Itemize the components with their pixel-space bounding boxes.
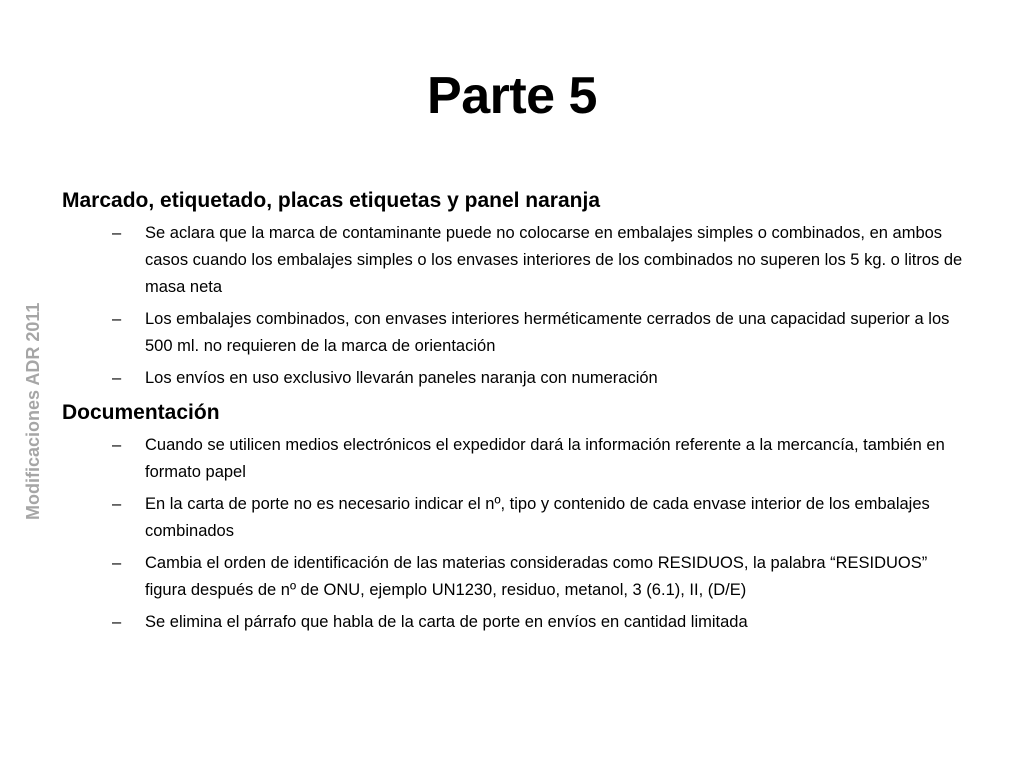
- bullet-dash: –: [112, 554, 122, 572]
- bullet-text: Cuando se utilicen medios electrónicos el expedidor dará la información referente a la mercancía, también en formato papel: [145, 436, 945, 481]
- side-label: Modificaciones ADR 2011: [23, 302, 43, 520]
- bullet-list-documentacion: [62, 432, 967, 636]
- bullet-item: [62, 432, 967, 486]
- bullet-text: Cambia el orden de identificación de las materias consideradas como RESIDUOS, la palabra “RESIDUOS” figura después de nº de ONU, ejemplo UN1230, residuo, metanol, 3 (6.1), II, (D/E): [145, 554, 928, 599]
- bullet-dash: –: [112, 436, 122, 454]
- bullet-item: [62, 609, 967, 636]
- bullet-text: Se elimina el párrafo que habla de la carta de porte en envíos en cantidad limitada: [145, 613, 748, 631]
- slide-content: [62, 186, 967, 641]
- bullet-list-marcado: [62, 220, 967, 392]
- bullet-item: [62, 220, 967, 301]
- bullet-item: [62, 306, 967, 360]
- bullet-dash: –: [112, 369, 122, 387]
- bullet-text: Los embalajes combinados, con envases interiores herméticamente cerrados de una capacidad superior a los 500 ml. no requieren de la marca de orientación: [145, 310, 950, 355]
- bullet-item: [62, 491, 967, 545]
- section-heading-marcado: Marcado, etiquetado, placas etiquetas y panel naranja: [62, 189, 601, 212]
- bullet-item: [62, 550, 967, 604]
- bullet-text: Los envíos en uso exclusivo llevarán paneles naranja con numeración: [145, 369, 658, 387]
- bullet-text: En la carta de porte no es necesario indicar el nº, tipo y contenido de cada envase interior de los embalajes combinados: [145, 495, 930, 540]
- section-heading-documentacion: Documentación: [62, 401, 220, 424]
- slide-title: Parte 5: [427, 67, 597, 125]
- bullet-dash: –: [112, 224, 122, 242]
- bullet-dash: –: [112, 613, 122, 631]
- bullet-item: [62, 365, 967, 392]
- bullet-text: Se aclara que la marca de contaminante puede no colocarse en embalajes simples o combinados, en ambos casos cuando los embalajes simples o los envases interiores de los combinados no superen los 5 kg. o litros de masa neta: [145, 224, 963, 296]
- bullet-dash: –: [112, 495, 122, 513]
- bullet-dash: –: [112, 310, 122, 328]
